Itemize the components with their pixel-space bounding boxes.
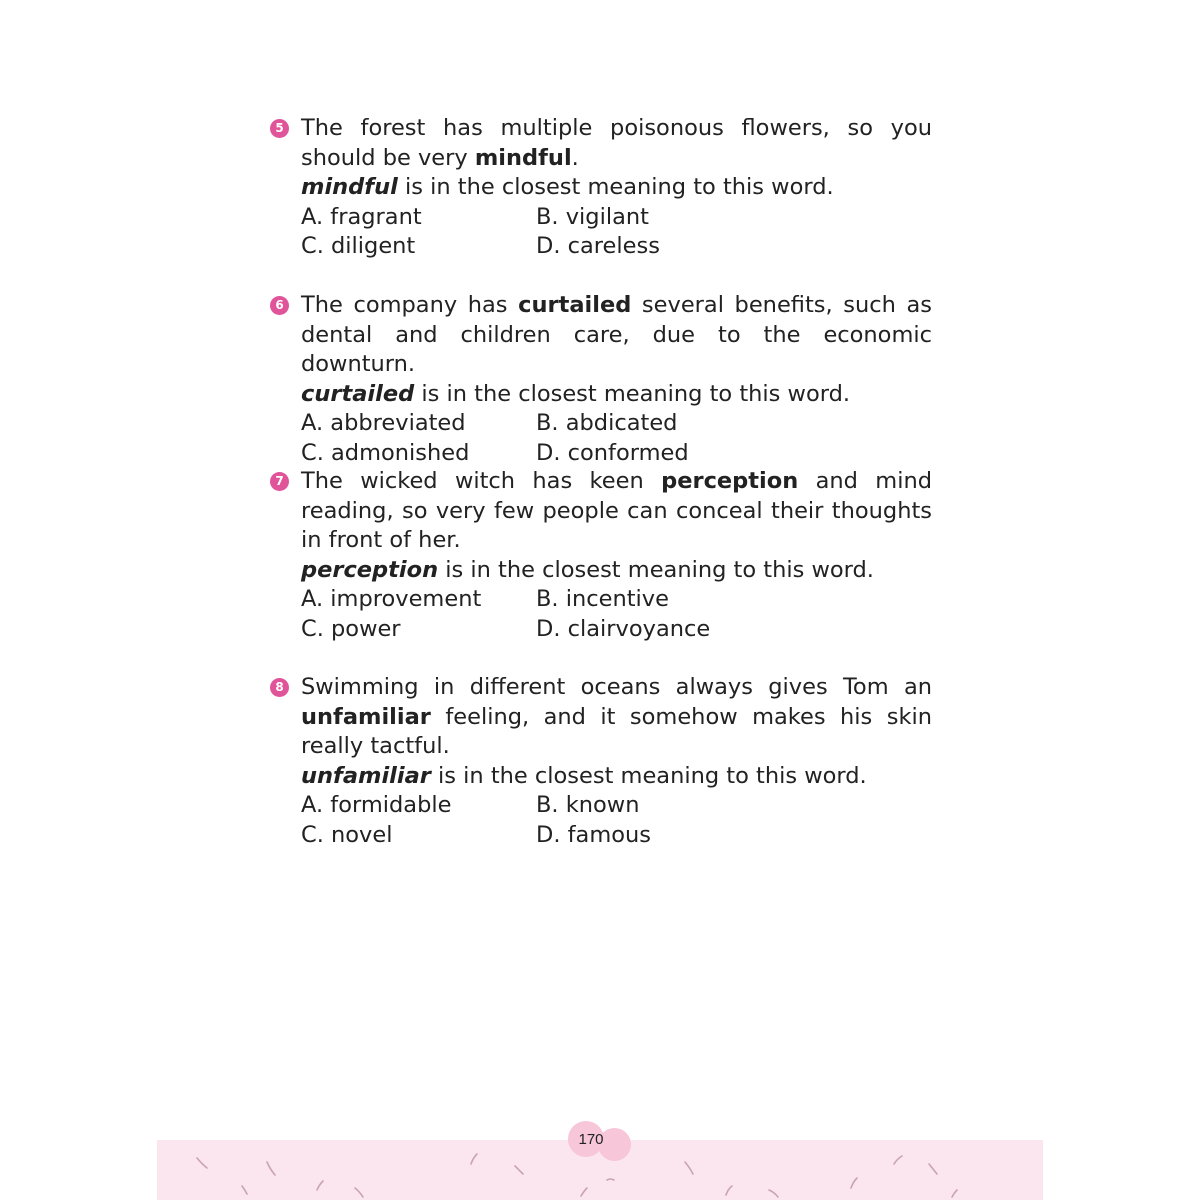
option-a: A. abbreviated — [301, 410, 466, 436]
page-number: 170 — [578, 1131, 604, 1148]
prompt-keyword: unfamiliar — [301, 762, 431, 789]
question-5 — [270, 114, 932, 262]
prompt-keyword: curtailed — [301, 380, 415, 407]
answer-options — [301, 409, 932, 468]
option-b: B. incentive — [536, 586, 669, 612]
stem-text-after: feeling, and it somehow makes his skin really tactful. — [301, 703, 932, 759]
stem-text-after: several benefits, such as dental and children care, due to the economic downturn. — [301, 292, 932, 377]
stem-text-after: and mind reading, so very few people can conceal their thoughts in front of her. — [301, 468, 932, 553]
prompt-text: is in the closest meaning to this word. — [414, 380, 851, 407]
keyword: mindful — [474, 144, 572, 171]
keyword: unfamiliar — [301, 703, 431, 730]
question-6 — [270, 291, 932, 468]
prompt-keyword: mindful — [301, 174, 398, 200]
answer-options — [301, 203, 932, 262]
option-d: D. famous — [536, 821, 652, 848]
question-number-badge: 5 — [270, 119, 289, 138]
option-b: B. abdicated — [536, 410, 678, 436]
question-prompt — [301, 380, 932, 410]
option-a: A. improvement — [301, 586, 482, 612]
prompt-text: is in the closest meaning to this word. — [430, 762, 867, 789]
question-stem — [301, 291, 932, 380]
option-b: B. vigilant — [536, 203, 649, 230]
option-c: C. admonished — [301, 439, 470, 466]
option-d: D. clairvoyance — [536, 615, 711, 642]
prompt-keyword: perception — [301, 556, 439, 583]
option-d: D. careless — [536, 233, 660, 259]
question-stem — [301, 114, 932, 173]
prompt-text: is in the closest meaning to this word. — [438, 556, 874, 583]
question-prompt — [301, 762, 932, 792]
answer-options — [301, 791, 932, 850]
option-c: C. diligent — [301, 233, 416, 259]
question-stem — [301, 673, 932, 762]
stem-text-before: The forest has multiple poisonous flowers, so you should be very — [301, 115, 932, 171]
stem-text-before: The wicked witch has keen — [301, 468, 662, 494]
question-7 — [270, 467, 932, 644]
option-d: D. conformed — [536, 439, 689, 466]
option-a: A. fragrant — [301, 203, 422, 230]
stem-text-before: The company has — [301, 292, 519, 318]
question-number-badge: 8 — [270, 678, 289, 697]
keyword: curtailed — [518, 292, 632, 318]
stem-text-before: Swimming in different oceans always gives Tom an — [301, 674, 932, 700]
prompt-text: is in the closest meaning to this word. — [397, 174, 834, 200]
option-b: B. known — [536, 792, 640, 818]
option-a: A. formidable — [301, 792, 452, 818]
question-prompt — [301, 556, 932, 586]
answer-options — [301, 585, 932, 644]
question-number-badge: 6 — [270, 296, 289, 315]
question-number-badge: 7 — [270, 472, 289, 491]
question-8 — [270, 673, 932, 850]
keyword: perception — [661, 468, 799, 494]
option-c: C. power — [301, 615, 401, 642]
option-c: C. novel — [301, 821, 393, 848]
stem-text-after: . — [571, 144, 579, 171]
question-stem — [301, 467, 932, 556]
question-prompt — [301, 173, 932, 203]
